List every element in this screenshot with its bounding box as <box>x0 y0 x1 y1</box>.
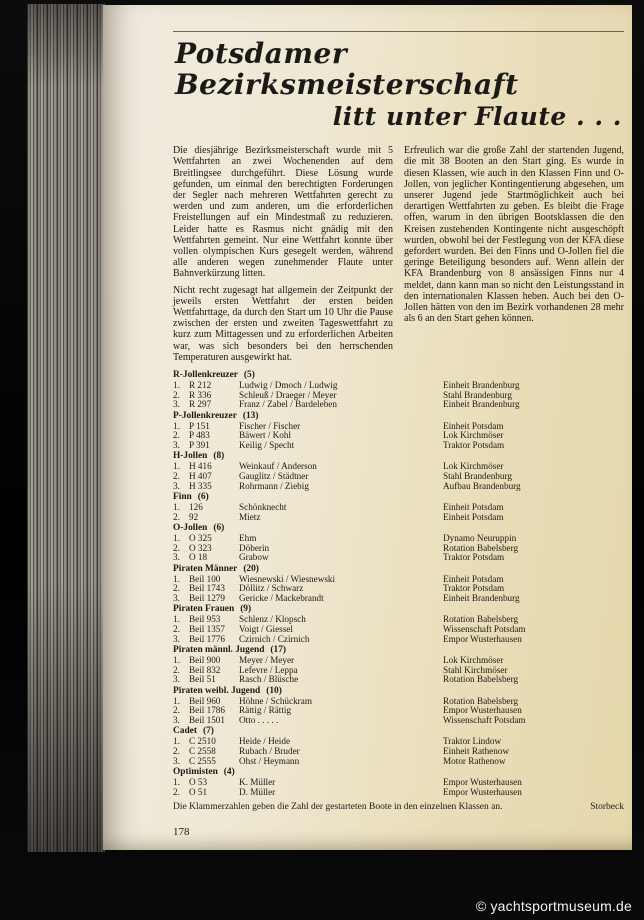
book-page-edges <box>27 4 105 852</box>
entry-sail-number: R 336 <box>189 389 212 400</box>
author-byline: Storbeck <box>590 801 624 812</box>
class-name: Cadet <box>173 726 197 737</box>
entry-crew: Gericke / Mackebrandt <box>239 594 324 604</box>
entry-club: Einheit Potsdam <box>443 512 504 522</box>
article-title-line2: litt unter Flaute . . . <box>332 101 622 131</box>
entry-position: 1. <box>173 501 180 512</box>
entry-sail-number: C 2558 <box>189 746 216 757</box>
entry-crew: Grabow <box>239 553 269 563</box>
entry-position: 2. <box>173 705 180 716</box>
result-entry <box>173 747 624 757</box>
entry-club: Einheit Brandenburg <box>443 400 520 410</box>
entry-sail-number: Beil 953 <box>189 614 221 625</box>
entry-position: 1. <box>173 379 180 390</box>
entry-crew: Schleuß / Draeger / Meyer <box>239 390 337 400</box>
entry-sail-number: 92 <box>189 511 199 522</box>
entry-crew: Lefevre / Leppa <box>239 665 298 675</box>
class-count: (10) <box>266 685 282 696</box>
footnote-row <box>173 802 624 813</box>
entry-club: Einheit Potsdam <box>443 421 504 431</box>
result-entry <box>173 472 624 482</box>
entry-sail-number: Beil 1786 <box>189 705 225 716</box>
class-header <box>173 371 624 381</box>
entry-club: Rotation Babelsberg <box>443 675 519 685</box>
entry-club: Einheit Rathenow <box>443 747 510 757</box>
class-count: (7) <box>202 726 214 737</box>
entry-club: Empor Wusterhausen <box>443 787 522 797</box>
entry-sail-number: O 18 <box>189 552 208 563</box>
entry-crew: Gauglitz / Städtner <box>239 472 309 482</box>
entry-sail-number: P 151 <box>189 420 210 431</box>
entry-sail-number: O 325 <box>189 532 212 543</box>
class-count: (17) <box>270 645 287 656</box>
result-entry <box>173 716 624 726</box>
entry-crew: Bäwert / Kohl <box>239 431 292 441</box>
class-name: Piraten männl. Jugend <box>173 645 265 656</box>
entry-position: 1. <box>173 420 180 431</box>
entry-crew: Otto . . . . . <box>239 716 279 726</box>
class-name: H-Jollen <box>173 451 208 462</box>
class-header <box>173 605 624 615</box>
class-count: (6) <box>213 523 225 534</box>
entry-club: Empor Wusterhausen <box>443 706 522 716</box>
class-name: P-Jollenkreuzer <box>173 410 237 421</box>
class-count: (20) <box>243 563 259 574</box>
result-class-block <box>173 646 624 685</box>
page-number: 178 <box>173 825 190 838</box>
paragraph: Erfreulich war die große Zahl der startenden Jugend, die mit 38 Booten an den Start ging. Es wurde in diesen Klassen, wie auch in den Klassen Finn und O-Jollen, von jeglicher Kontingentierung abgesehen, um unserer Jugend jede Startmöglichkeit auch bei derartigen Wettfahrten zu geben. Es bleibt die Frage offen, warum in den übrigen Bootsklassen die den Kreisen zustehenden Kontingente nicht ausgeschöpft wurden, obwohl bei der Festlegung von der KFA diese gefordert wurden. Bei den Finns und O-Jollen fiel die geringe Beteiligung besonders auf. Wenn allein der KFA Brandenburg von 8 ansässigen Finns nur 4 meldet, dann kann man so nicht den Leistungsstand in den internationalen Klassen heben. Auch bei den O-Jollen hätten von den im Bezirk vorhandenen 28 mehr als 6 an den Start gehen können. <box>404 145 624 325</box>
page-content <box>103 5 632 838</box>
result-class-block <box>173 687 624 726</box>
entry-crew: Rättig / Rättig <box>239 706 292 716</box>
entry-crew: Franz / Zabel / Bardeleben <box>239 400 337 410</box>
result-entry <box>173 482 624 492</box>
result-entry <box>173 503 624 513</box>
entry-sail-number: O 51 <box>189 786 208 797</box>
entry-sail-number: C 2510 <box>189 736 216 747</box>
class-count: (4) <box>223 767 235 778</box>
entry-club: Wissenschaft Potsdam <box>443 625 526 634</box>
result-entry <box>173 615 624 625</box>
result-entry <box>173 635 624 645</box>
entry-position: 1. <box>173 736 180 747</box>
entry-position: 2. <box>173 583 180 594</box>
entry-club: Einheit Potsdam <box>443 502 504 512</box>
result-entry <box>173 544 624 554</box>
entry-sail-number: R 212 <box>189 379 212 390</box>
result-entry <box>173 513 624 523</box>
paragraph: Nicht recht zugesagt hat allgemein der Zeitpunkt der jeweils ersten Wettfahrt der ersten beiden Wettfahrttage, da durch den Start um 10 Uhr die Pause zwischen der ersten und zweiten Tageswettfahrt zu kurz zum Mittagessen und zu erforderlichen Arbeiten war, was sich besonders bei den herrschenden Temperaturen ausgewirkt hat. <box>173 284 393 363</box>
entry-sail-number: O 323 <box>189 542 212 553</box>
entry-club: Rotation Babelsberg <box>443 543 519 553</box>
entry-position: 3. <box>173 440 180 451</box>
result-entry <box>173 666 624 676</box>
class-header <box>173 646 624 656</box>
result-entry <box>173 675 624 685</box>
result-entry <box>173 757 624 767</box>
entry-crew: Schönknecht <box>239 502 287 512</box>
class-header <box>173 565 624 575</box>
entry-sail-number: 126 <box>189 501 203 512</box>
watermark: © yachtsportmuseum.de <box>475 898 632 914</box>
entry-sail-number: R 297 <box>189 399 212 410</box>
entry-crew: Rasch / Blüsche <box>239 675 299 685</box>
class-name: Piraten Männer <box>173 563 238 574</box>
entry-position: 1. <box>173 695 180 706</box>
entry-club: Stahl Brandenburg <box>443 390 512 400</box>
entry-sail-number: Beil 1279 <box>189 593 225 604</box>
result-class-block <box>173 565 624 604</box>
entry-crew: Höhne / Schückram <box>239 696 312 706</box>
result-entry <box>173 441 624 451</box>
entry-sail-number: H 407 <box>189 471 212 482</box>
title-rule <box>173 31 624 32</box>
result-class-block <box>173 605 624 644</box>
entry-position: 1. <box>173 614 180 625</box>
entry-position: 3. <box>173 480 180 491</box>
result-entry <box>173 391 624 401</box>
entry-crew: Voigt / Giessel <box>239 625 293 634</box>
class-header <box>173 452 624 462</box>
paragraph: Die diesjährige Bezirksmeisterschaft wurde mit 5 Wettfahrten an zwei Wochenenden auf dem Breitlingsee durchgeführt. Diese Lösung wurde gefunden, um einmal den berechtigten Forderungen der Segler nach mehreren Wettfahrten gerecht zu werden und zum anderen, um die erforderlichen Freistellungen auf ein Mindestmaß zu reduzieren. Leider hatte es Rasmus nicht gnädig mit den Wettfahrten gemeint. Nur eine Wettfahrt konnte über vollen olympischen Kurs gesegelt werden, während alle anderen wegen zunehmender Flaute unter Bahnverkürzung litten. <box>173 145 393 280</box>
entry-sail-number: H 416 <box>189 461 212 472</box>
class-name: R-Jollenkreuzer <box>173 370 238 381</box>
entry-club: Einheit Brandenburg <box>443 380 520 390</box>
class-header <box>173 768 624 778</box>
entry-sail-number: P 391 <box>189 440 210 451</box>
entry-sail-number: Beil 1743 <box>189 583 225 594</box>
result-entry <box>173 778 624 788</box>
result-class-block <box>173 452 624 491</box>
entry-sail-number: Beil 1357 <box>189 624 225 634</box>
result-entry <box>173 575 624 585</box>
entry-club: Traktor Potsdam <box>443 441 505 451</box>
result-class-block <box>173 727 624 766</box>
entry-crew: Wiesnewski / Wiesnewski <box>239 574 336 584</box>
entry-club: Wissenschaft Potsdam <box>443 716 526 726</box>
result-entry <box>173 462 624 472</box>
result-entry <box>173 584 624 594</box>
entry-crew: Meyer / Meyer <box>239 655 295 665</box>
article-title-line1: Potsdamer Bezirksmeisterschaft <box>175 37 519 102</box>
result-entry <box>173 553 624 563</box>
entry-crew: Czirnich / Czirnich <box>239 634 310 644</box>
class-name: Piraten weibl. Jugend <box>173 685 261 696</box>
entry-position: 3. <box>173 399 180 410</box>
entry-crew: Weinkauf / Anderson <box>239 462 317 472</box>
result-entry <box>173 400 624 410</box>
entry-crew: K. Müller <box>239 777 276 787</box>
entry-club: Aufbau Brandenburg <box>443 481 521 491</box>
result-class-block <box>173 371 624 410</box>
entry-crew: Rubach / Bruder <box>239 747 300 757</box>
entry-position: 2. <box>173 664 180 675</box>
entry-crew: Schlenz / Klopsch <box>239 615 306 625</box>
result-class-block <box>173 493 624 522</box>
class-count: (8) <box>213 451 225 462</box>
right-column <box>404 145 624 368</box>
class-header <box>173 687 624 697</box>
entry-sail-number: P 483 <box>189 430 210 441</box>
class-header <box>173 524 624 534</box>
class-count: (6) <box>197 492 209 503</box>
entry-position: 3. <box>173 593 180 604</box>
entry-position: 2. <box>173 511 180 522</box>
entry-crew: Ludwig / Dmoch / Ludwig <box>239 380 338 390</box>
entry-position: 2. <box>173 746 180 757</box>
entry-position: 1. <box>173 573 180 584</box>
result-entry <box>173 594 624 604</box>
entry-sail-number: Beil 832 <box>189 664 221 675</box>
entry-position: 3. <box>173 633 180 644</box>
result-entry <box>173 737 624 747</box>
result-entry <box>173 534 624 544</box>
result-class-block <box>173 412 624 451</box>
class-name: Optimisten <box>173 767 218 778</box>
entry-position: 3. <box>173 552 180 563</box>
entry-club: Stahl Brandenburg <box>443 472 512 482</box>
entry-sail-number: Beil 1501 <box>189 715 225 726</box>
entry-crew: Döberin <box>239 543 270 553</box>
entry-club: Stahl Kirchmöser <box>443 665 508 675</box>
entry-club: Traktor Potsdam <box>443 553 505 563</box>
entry-crew: Fischer / Fischer <box>239 421 301 431</box>
result-entry <box>173 625 624 635</box>
entry-position: 2. <box>173 430 180 441</box>
result-entry <box>173 656 624 666</box>
entry-sail-number: Beil 1776 <box>189 633 225 644</box>
entry-club: Motor Rathenow <box>443 756 506 766</box>
class-count: (9) <box>240 604 252 615</box>
magazine-page <box>103 5 632 850</box>
entry-sail-number: Beil 51 <box>189 674 216 685</box>
entry-position: 1. <box>173 654 180 665</box>
entry-position: 3. <box>173 674 180 685</box>
result-entry <box>173 381 624 391</box>
article-body <box>173 145 624 368</box>
entry-club: Lok Kirchmöser <box>443 431 504 441</box>
class-header <box>173 493 624 503</box>
results-list <box>173 371 624 797</box>
class-header <box>173 412 624 422</box>
class-header <box>173 727 624 737</box>
entry-club: Rotation Babelsberg <box>443 696 519 706</box>
entry-position: 2. <box>173 786 180 797</box>
entry-position: 3. <box>173 715 180 726</box>
class-name: O-Jollen <box>173 523 208 534</box>
entry-crew: Ehm <box>239 533 257 543</box>
entry-crew: Ohst / Heymann <box>239 756 300 766</box>
entry-sail-number: Beil 960 <box>189 695 221 706</box>
entry-position: 2. <box>173 624 180 634</box>
entry-sail-number: H 335 <box>189 480 212 491</box>
class-count: (13) <box>242 410 259 421</box>
entry-crew: Keilig / Specht <box>239 441 295 451</box>
entry-club: Einheit Potsdam <box>443 574 504 584</box>
entry-position: 3. <box>173 755 180 766</box>
result-entry <box>173 788 624 798</box>
result-class-block <box>173 524 624 563</box>
entry-club: Traktor Lindow <box>443 737 502 747</box>
result-entry <box>173 697 624 707</box>
class-name: Finn <box>173 492 192 503</box>
entry-club: Dynamo Neuruppin <box>443 533 517 543</box>
result-entry <box>173 422 624 432</box>
entry-position: 1. <box>173 532 180 543</box>
entry-club: Empor Wusterhausen <box>443 777 522 787</box>
entry-position: 2. <box>173 389 180 400</box>
entry-club: Rotation Babelsberg <box>443 615 519 625</box>
entry-club: Empor Wusterhausen <box>443 634 522 644</box>
entry-position: 2. <box>173 471 180 482</box>
result-entry <box>173 431 624 441</box>
entry-crew: D. Müller <box>239 787 276 797</box>
entry-position: 1. <box>173 776 180 787</box>
entry-sail-number: C 2555 <box>189 755 216 766</box>
entry-crew: Rohrmann / Ziebig <box>239 481 309 491</box>
class-name: Piraten Frauen <box>173 604 235 615</box>
entry-position: 2. <box>173 542 180 553</box>
result-class-block <box>173 768 624 797</box>
entry-club: Traktor Potsdam <box>443 584 505 594</box>
entry-crew: Döllitz / Schwarz <box>239 584 304 594</box>
entry-crew: Heide / Heide <box>239 737 291 747</box>
result-entry <box>173 706 624 716</box>
left-column <box>173 145 393 368</box>
entry-position: 1. <box>173 461 180 472</box>
results-footnote: Die Klammerzahlen geben die Zahl der gestarteten Boote in den einzelnen Klassen an. <box>173 801 503 812</box>
entry-club: Lok Kirchmöser <box>443 655 504 665</box>
scan-artifact <box>635 580 644 606</box>
entry-club: Einheit Brandenburg <box>443 594 520 604</box>
entry-sail-number: O 53 <box>189 776 208 787</box>
entry-sail-number: Beil 900 <box>189 654 221 665</box>
entry-crew: Mietz <box>239 512 261 522</box>
entry-sail-number: Beil 100 <box>189 573 221 584</box>
entry-club: Lok Kirchmöser <box>443 462 504 472</box>
class-count: (5) <box>243 370 255 381</box>
